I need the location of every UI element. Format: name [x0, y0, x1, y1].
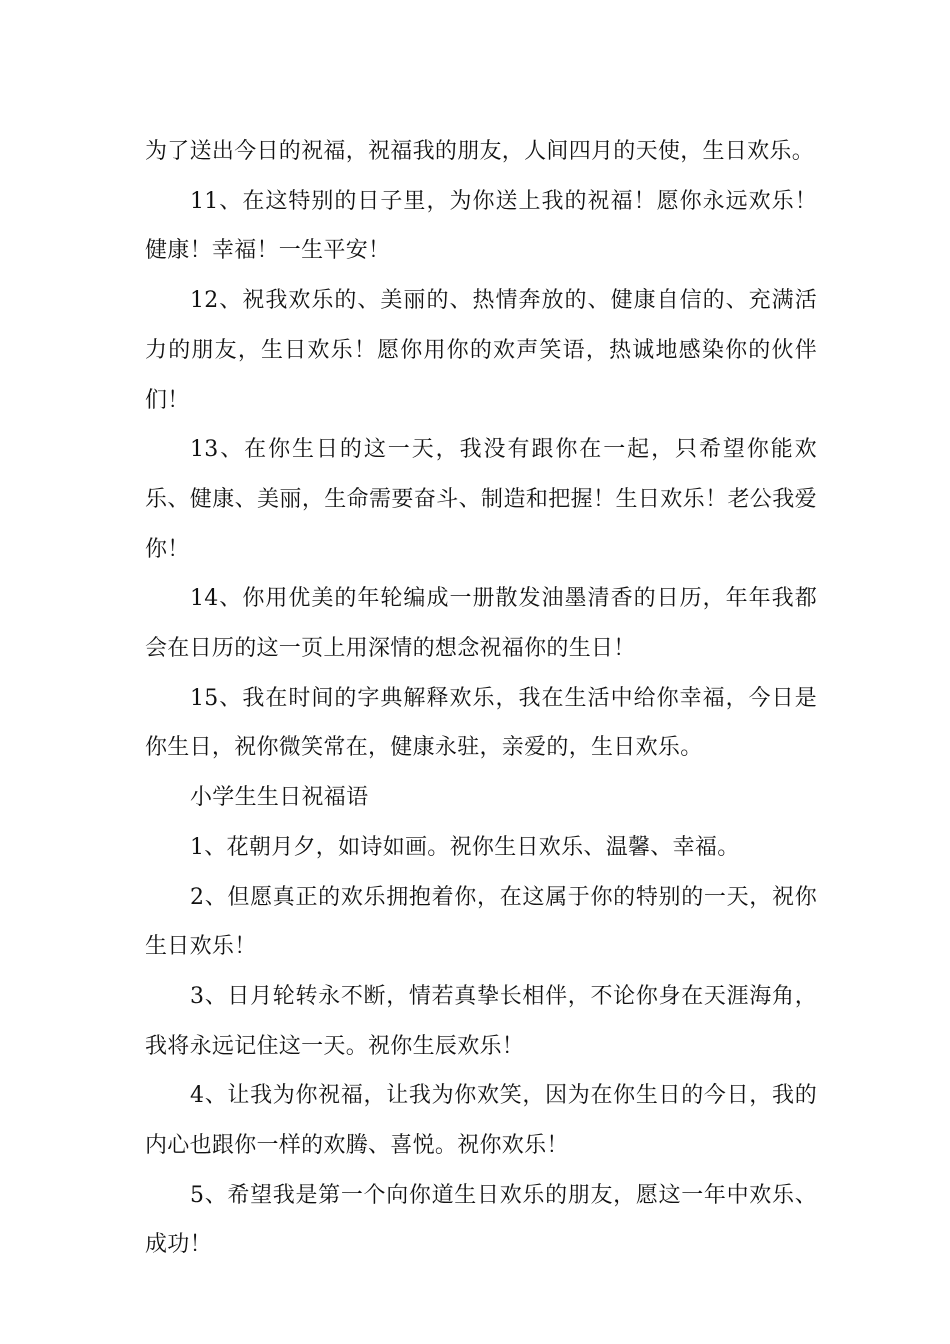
student-wish-4: 4、让我为你祝福，让我为你欢笑，因为在你生日的今日，我的内心也跟你一样的欢腾、喜悦。祝你欢乐！: [145, 1083, 817, 1159]
student-wish-1: 1、花朝月夕，如诗如画。祝你生日欢乐、温馨、幸福。: [190, 834, 740, 860]
section-heading: 小学生生日祝福语: [190, 785, 369, 811]
wish-11: 11、在这特别的日子里，为你送上我的祝福！愿你永远欢乐！健康！幸福！一生平安！: [145, 188, 817, 264]
wish-13: 13、在你生日的这一天，我没有跟你在一起，只希望你能欢乐、健康、美丽，生命需要奋斗、制造和把握！生日欢乐！老公我爱你！: [145, 437, 817, 562]
wish-15: 15、我在时间的字典解释欢乐，我在生活中给你幸福，今日是你生日，祝你微笑常在，健康永驻，亲爱的，生日欢乐。: [145, 685, 817, 761]
document-body: [145, 127, 817, 1270]
student-wish-2: 2、但愿真正的欢乐拥抱着你，在这属于你的特别的一天，祝你生日欢乐！: [145, 884, 817, 960]
paragraph-continuation: 为了送出今日的祝福，祝福我的朋友，人间四月的天使，生日欢乐。: [145, 139, 815, 164]
student-wish-3: 3、日月轮转永不断，情若真挚长相伴，不论你身在天涯海角，我将永远记住这一天。祝你生辰欢乐！: [145, 983, 817, 1059]
wish-12: 12、祝我欢乐的、美丽的、热情奔放的、健康自信的、充满活力的朋友，生日欢乐！愿你用你的欢声笑语，热诚地感染你的伙伴们！: [145, 288, 817, 413]
student-wish-5: 5、希望我是第一个向你道生日欢乐的朋友，愿这一年中欢乐、成功！: [145, 1182, 817, 1258]
wish-14: 14、你用优美的年轮编成一册散发油墨清香的日历，年年我都会在日历的这一页上用深情的想念祝福你的生日！: [145, 586, 817, 662]
